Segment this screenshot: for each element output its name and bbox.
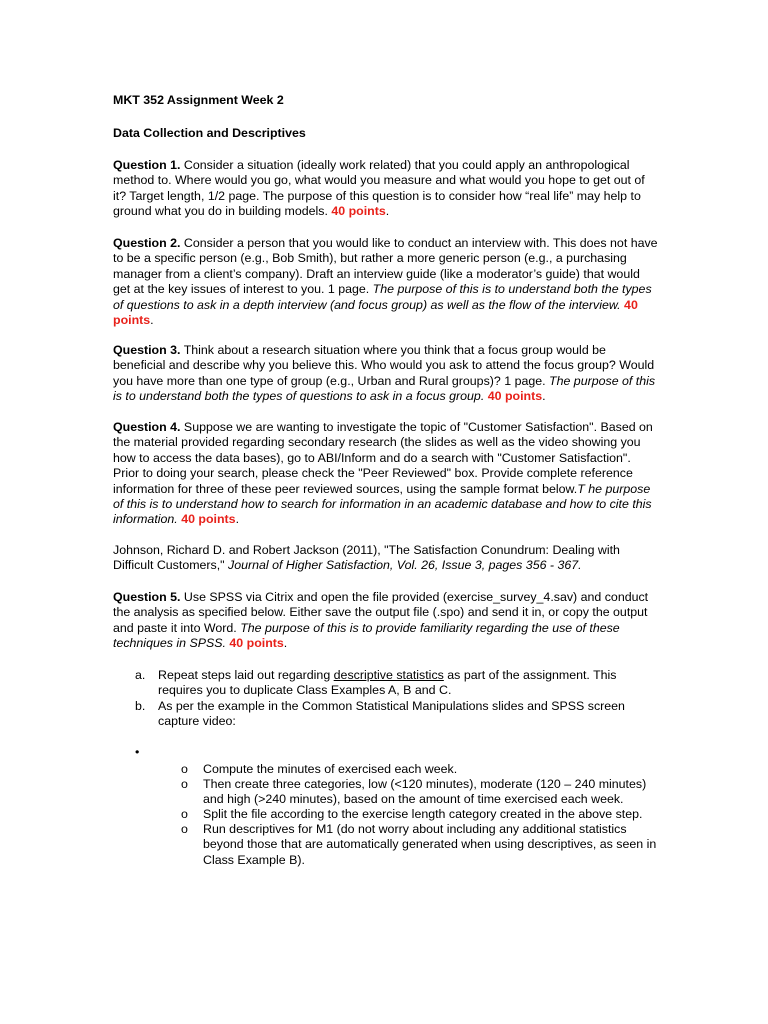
question-1-end: . [385,204,390,219]
sub-list-item-3: Split the file according to the exercise length category created in the above step. [203,807,643,821]
sub-list-item-2: Then create three categories, low (<120 minutes), moderate (120 – 240 minutes) and high (>240 minutes), based on the amount of time exercised each week. [203,777,647,807]
question-2-label: Question 2. [113,236,181,250]
sub-list-marker: o [181,777,188,791]
question-1-points: 40 points [331,204,386,219]
question-5 [113,590,658,652]
question-4-end: . [235,512,240,527]
doc-title: MKT 352 Assignment Week 2 [113,93,284,107]
reference-journal: Journal of Higher Satisfaction, Vol. 26, Issue 3, pages 356 - 367. [228,558,582,573]
question-4-text: Suppose we are wanting to investigate the topic of "Customer Satisfaction". Based on the material provided regarding secondary research (the slides as well as the video showing you how to access the data bases), go to ABI/Inform and do a search with "Customer Satisfaction". Prior to doing your search, please check the "Peer Reviewed" box. Provide complete reference information for three of these peer reviewed sources, using the sample format below. [113,420,653,496]
question-5-points: 40 points [229,636,284,651]
list-item-a-pre: Repeat steps laid out regarding [158,668,334,682]
reference-citation [113,543,658,574]
question-5-text: Use SPSS via Citrix and open the file provided (exercise_survey_4.sav) and conduct the analysis as specified below. Either save the output file (.spo) and send it in, or copy the output and paste it into Word. [113,590,649,635]
question-2-points: 40 points [113,297,638,328]
doc-subtitle: Data Collection and Descriptives [113,126,306,140]
descriptive-statistics-link[interactable]: descriptive statistics [333,668,444,682]
question-2-purpose: The purpose of this is to understand both the types of questions to ask in a depth interview (and focus group) as well as the flow of the interview. [113,282,652,312]
question-3-points: 40 points [487,389,543,404]
question-3-purpose: The purpose of this is to understand both the types of questions to ask in a focus group. [113,373,656,404]
sub-list-item-1: Compute the minutes of exercised each week. [203,762,458,776]
reference-text: Johnson, Richard D. and Robert Jackson (2011), "The Satisfaction Conundrum: Dealing with Difficult Customers," [113,543,620,573]
list-item-b: As per the example in the Common Statistical Manipulations slides and SPSS screen capture video: [158,699,625,729]
question-3-label: Question 3. [113,343,181,357]
bullet-marker: • [135,745,140,759]
list-marker-a: a. [135,668,146,682]
question-5-end: . [283,636,288,651]
question-5-purpose: The purpose of this is to provide familiarity regarding the use of these techniques in SPSS. [113,620,620,651]
list-item-a-post: as part of the assignment. This requires you to duplicate Class Examples A, B and C. [158,668,617,698]
question-4-points: 40 points [181,512,236,527]
list-item-a [158,668,638,699]
question-3 [113,343,658,405]
question-4 [113,420,658,528]
sub-list-marker: o [181,762,188,776]
sub-list-item-4: Run descriptives for M1 (do not worry about including any additional statistics beyond those that are automatically generated when using descriptives, as seen in Class Example B). [203,822,657,867]
question-4-purpose: T he purpose of this is to understand how to search for information in an academic database and how to cite this information. [113,481,652,527]
question-1-label: Question 1. [113,158,181,172]
list-marker-b: b. [135,699,146,713]
question-1 [113,158,658,220]
sub-list-marker: o [181,822,188,836]
question-2-text: Consider a person that you would like to conduct an interview with. This does not have to be a specific person (e.g., Bob Smith), but rather a more generic person (e.g., a purchasing manager from a client’s company). Draft an interview guide (like a moderator’s guide) that would get at the key issues of interest to you. 1 page. [113,236,658,297]
question-2-end: . [150,313,154,328]
question-2 [113,236,658,328]
question-4-label: Question 4. [113,420,181,434]
question-3-end: . [542,389,546,404]
question-5-label: Question 5. [113,590,181,604]
question-1-text: Consider a situation (ideally work related) that you could apply an anthropological method to. Where would you go, what would you measure and what would you hope to get out of it? Target length, 1/2 page. The purpose of this question is to consider how “real life” may help to ground what you do in building models. [113,158,645,219]
question-3-text: Think about a research situation where you think that a focus group would be beneficial and describe why you believe this. Who would you ask to attend the focus group? Would you have more than one type of group (e.g., Urban and Rural groups)? 1 page. [113,343,655,388]
sub-list-marker: o [181,807,188,821]
